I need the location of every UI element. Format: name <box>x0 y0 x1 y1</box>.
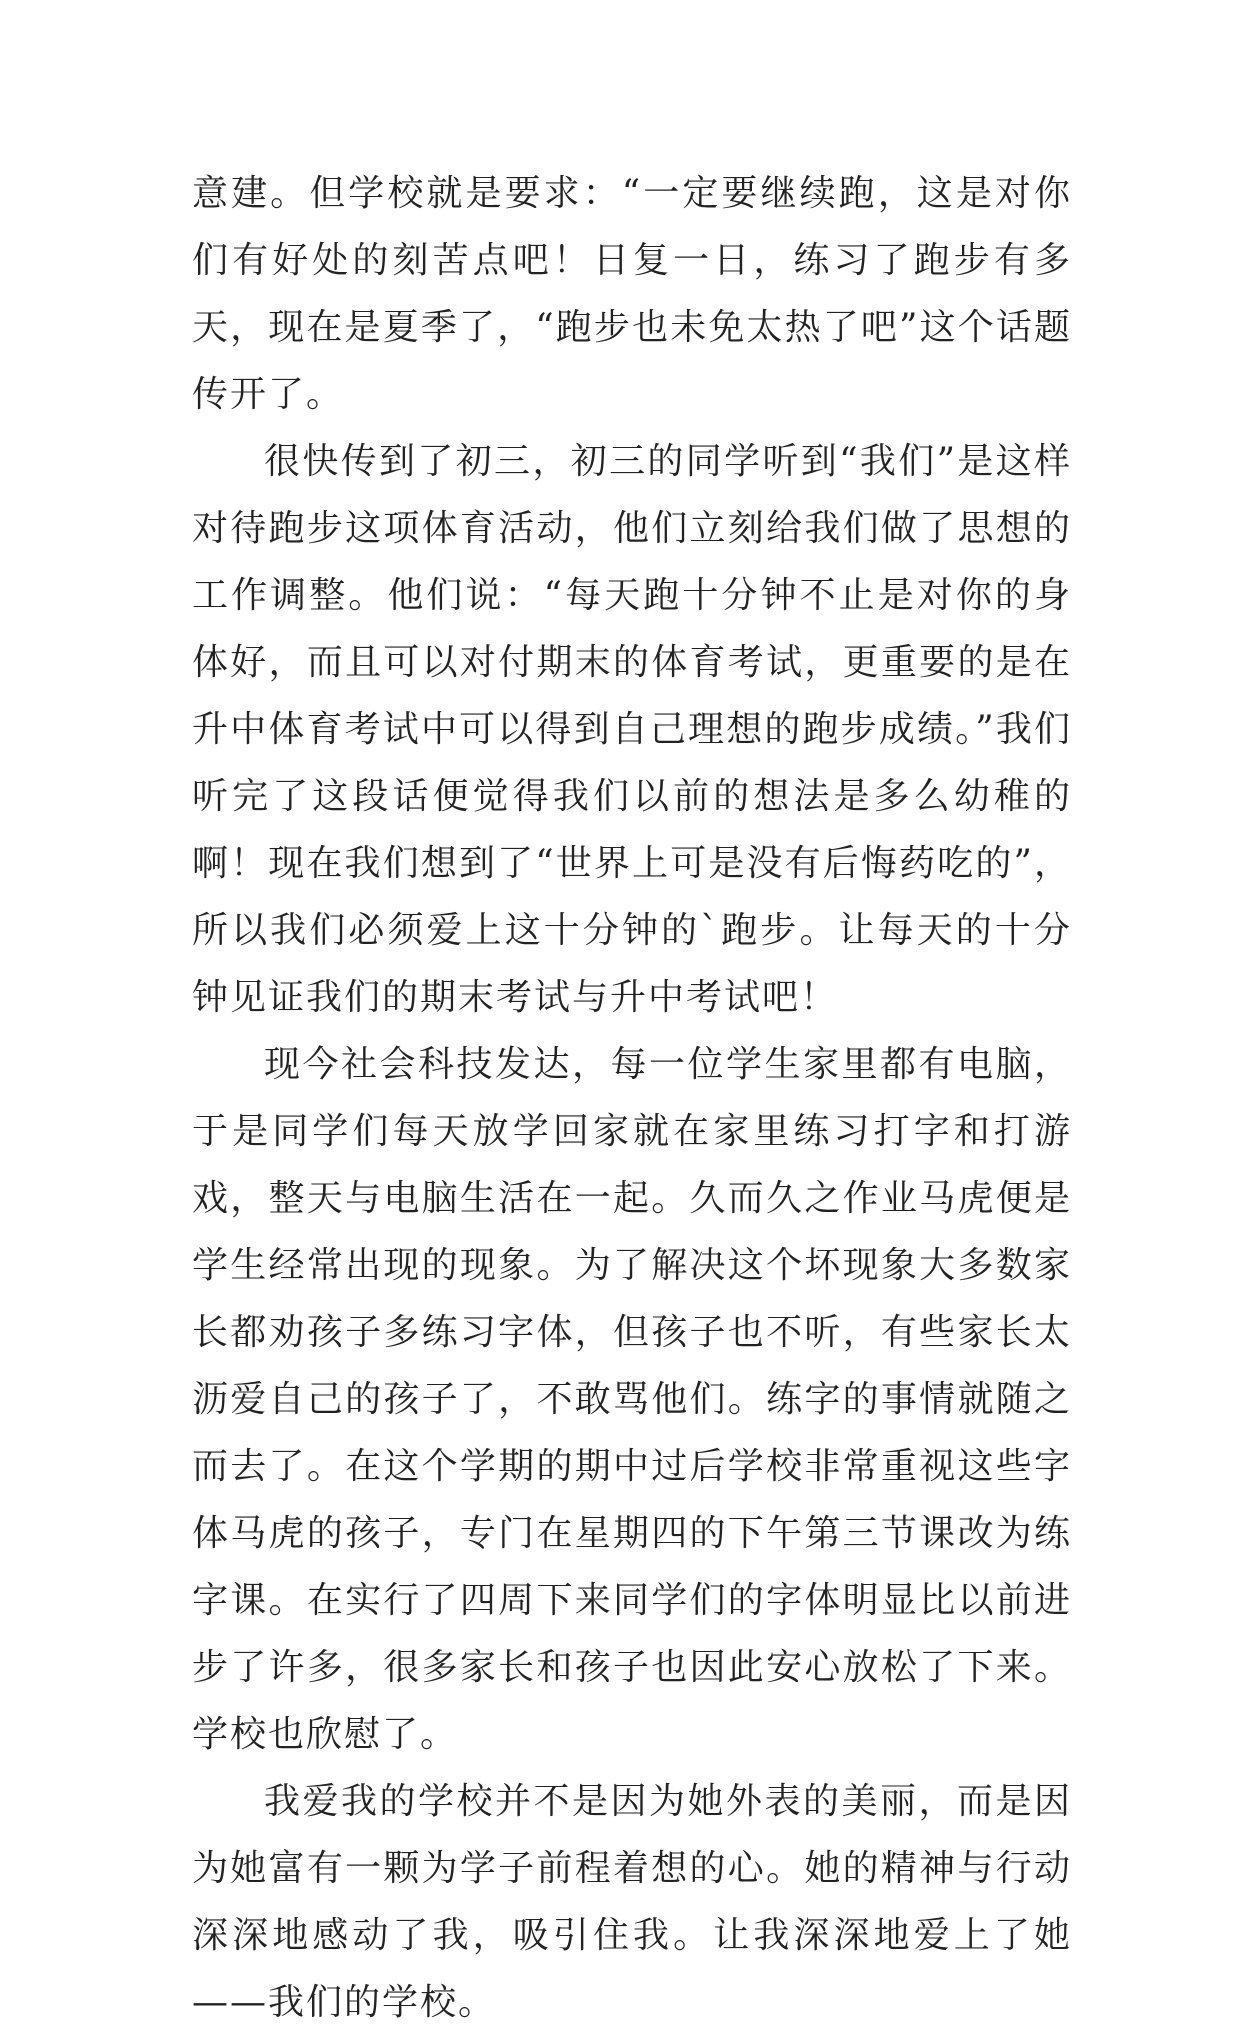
paragraph-2: 很快传到了初三，初三的同学听到“我们”是这样对待跑步这项体育活动，他们立刻给我们做了思想的工作调整。他们说：“每天跑十分钟不止是对你的身体好，而且可以对付期末的体育考试，更重要的是在升中体育考试中可以得到自己理想的跑步成绩。”我们听完了这段话便觉得我们以前的想法是多么幼稚的啊！现在我们想到了“世界上可是没有后悔药吃的”，所以我们必须爱上这十分钟的`跑步。让每天的十分钟见证我们的期末考试与升中考试吧！ <box>192 441 1072 1018</box>
document-body <box>192 160 1072 2036</box>
paragraph-4: 我爱我的学校并不是因为她外表的美丽，而是因为她富有一颗为学子前程着想的心。她的精神与行动深深地感动了我，吸引住我。让我深深地爱上了她——我们的学校。 <box>192 1781 1072 2023</box>
paragraph-1: 意建。但学校就是要求：“一定要继续跑，这是对你们有好处的刻苦点吧！日复一日，练习了跑步有多天，现在是夏季了，“跑步也未免太热了吧”这个话题传开了。 <box>192 173 1072 415</box>
paragraph-3: 现今社会科技发达，每一位学生家里都有电脑，于是同学们每天放学回家就在家里练习打字和打游戏，整天与电脑生活在一起。久而久之作业马虎便是学生经常出现的现象。为了解决这个坏现象大多数家长都劝孩子多练习字体，但孩子也不听，有些家长太沥爱自己的孩子了，不敢骂他们。练字的事情就随之而去了。在这个学期的期中过后学校非常重视这些字体马虎的孩子，专门在星期四的下午第三节课改为练字课。在实行了四周下来同学们的字体明显比以前进步了许多，很多家长和孩子也因此安心放松了下来。学校也欣慰了。 <box>192 1044 1072 1755</box>
